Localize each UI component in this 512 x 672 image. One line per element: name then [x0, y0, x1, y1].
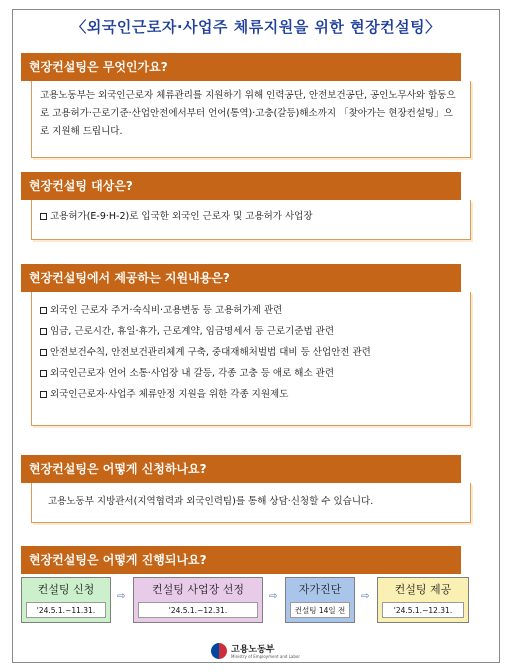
document-page	[12, 9, 500, 663]
document-title: 〈외국인근로자·사업주 체류지원을 위한 현장컨설팅〉	[71, 18, 441, 36]
section-box-what	[31, 81, 471, 158]
section-heading-apply: 현장컨설팅은 어떻게 신청하나요?	[21, 455, 461, 483]
arrow-right-icon: ⇨	[117, 591, 126, 602]
section-box-apply	[31, 483, 471, 523]
section-body-what: 고용노동부는 외국인근로자 체류관리를 지원하기 위해 인력공단, 안전보건공단, 공인노무사와 합동으로 고용허가·근로기준·산업안전에서부터 언어(통역)·고충(갈등)해소까지 「찾아가는 현장컨설팅」으로 지원해 드립니다.	[40, 90, 456, 137]
list-item: 임금, 근로시간, 휴일·휴가, 근로계약, 임금명세서 등 근로기준법 관련	[40, 321, 462, 342]
checkbox-icon	[40, 349, 47, 356]
section-heading-what: 현장컨설팅은 무엇인가요?	[21, 53, 461, 81]
section-heading-process: 현장컨설팅은 어떻게 진행되나요?	[21, 546, 461, 574]
list-item: 외국인근로자 언어 소통·사업장 내 갈등, 각종 고충 등 애로 해소 관련	[40, 363, 462, 384]
checkbox-icon	[40, 307, 47, 314]
list-item: 외국인 근로자 주거·숙식비·고용변동 등 고용허가제 관련	[40, 300, 462, 321]
section-heading-support: 현장컨설팅에서 제공하는 지원내용은?	[21, 264, 461, 292]
list-item: 외국인근로자·사업주 체류안정 지원을 위한 각종 지원제도	[40, 384, 462, 405]
process-step-provide: 컨설팅 제공 '24.5.1.~12.31.	[377, 577, 469, 623]
list-item: 고용허가(E-9·H-2)로 입국한 외국인 근로자 및 고용허가 사업장	[40, 206, 462, 227]
ministry-logo: 고용노동부 Ministry of Employment and Labor	[211, 640, 321, 664]
section-body-apply: 고용노동부 지방관서(지역협력과 외국인력팀)를 통해 상담·신청할 수 있습니다.	[48, 496, 374, 507]
taegeuk-emblem-icon	[211, 643, 227, 659]
arrow-right-icon: ⇨	[269, 591, 278, 602]
checkbox-icon	[40, 370, 47, 377]
process-step-select: 컨설팅 사업장 선정 '24.5.1.~12.31.	[133, 577, 263, 623]
checkbox-icon	[40, 391, 47, 398]
arrow-right-icon: ⇨	[361, 591, 370, 602]
list-item: 안전보건수칙, 안전보건관리체계 구축, 중대재해처벌법 대비 등 산업안전 관련	[40, 342, 462, 363]
section-box-support	[31, 292, 471, 426]
process-step-selfcheck: 자가진단 컨설팅 14일 전	[285, 577, 355, 623]
checkbox-icon	[40, 213, 47, 220]
section-box-target	[31, 200, 471, 240]
checkbox-icon	[40, 328, 47, 335]
process-step-apply: 컨설팅 신청 '24.5.1.~11.31.	[21, 577, 111, 623]
process-flow	[21, 577, 493, 629]
section-heading-target: 현장컨설팅 대상은?	[21, 172, 461, 200]
